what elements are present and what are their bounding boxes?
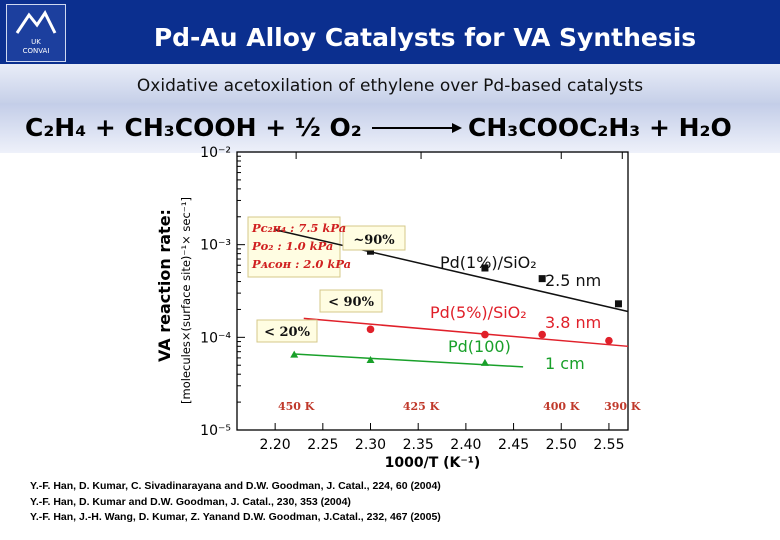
temperature-label: 400 K <box>543 400 580 413</box>
data-point <box>481 359 489 366</box>
y-axis-units: [molecules×(surface site)⁻¹× sec⁻¹] <box>179 197 193 404</box>
references <box>30 479 441 526</box>
y-tick-label: 10⁻² <box>200 145 231 161</box>
condition-label: Pᴄ₂ʜ₄ : 7.5 kPa <box>252 221 347 235</box>
y-axis-title: VA reaction rate: <box>155 209 174 362</box>
reaction-reactants: C₂H₄ + CH₃COOH + ½ O₂ <box>25 113 362 142</box>
x-tick-label: 2.25 <box>307 437 339 453</box>
selectivity-label: < 90% <box>328 295 374 310</box>
reference-3: Y.-F. Han, J.-H. Wang, D. Kumar, Z. Yanand D.W. Goodman, J.Catal., 232, 467 (2005) <box>30 511 441 523</box>
plot-frame <box>237 152 628 430</box>
slide-subtitle: Oxidative acetoxilation of ethylene over Pd-based catalysts <box>136 76 644 96</box>
y-tick-label: 10⁻⁴ <box>200 330 231 347</box>
particle-size-label: 2.5 nm <box>545 271 602 290</box>
particle-size-label: 1 cm <box>545 354 585 373</box>
y-tick-label: 10⁻⁵ <box>200 423 231 439</box>
x-tick-label: 2.30 <box>354 437 387 453</box>
reaction-products: CH₃COOC₂H₃ + H₂O <box>468 113 732 142</box>
temperature-label: 450 K <box>277 400 315 413</box>
series-name-label: Pd(1%)/SiO₂ <box>440 253 537 272</box>
x-tick-label: 2.40 <box>450 437 482 453</box>
x-tick-label: 2.50 <box>545 437 577 453</box>
slide-title: Pd-Au Alloy Catalysts for VA Synthesis <box>153 23 697 52</box>
logo-text: UK <box>31 38 41 46</box>
selectivity-label: < 20% <box>264 325 310 340</box>
data-point <box>367 326 375 334</box>
reference-2: Y.-F. Han, D. Kumar and D.W. Goodman, J. Catal., 230, 353 (2004) <box>30 495 351 508</box>
condition-label: Pᴏ₂ : 1.0 kPa <box>252 239 334 253</box>
x-tick-label: 2.20 <box>259 437 291 453</box>
data-point <box>605 337 613 345</box>
particle-size-label: 3.8 nm <box>545 313 602 332</box>
x-tick-label: 2.55 <box>593 437 625 453</box>
data-point <box>615 300 622 307</box>
data-point <box>367 356 375 363</box>
condition-label: Pᴀᴄᴏʜ : 2.0 kPa <box>252 257 352 271</box>
x-axis-title: 1000/T (K⁻¹) <box>384 455 481 471</box>
temperature-label: 425 K <box>402 400 440 413</box>
selectivity-label: ~90% <box>353 233 395 248</box>
reference-1: Y.-F. Han, D. Kumar, C. Sivadinarayana and D.W. Goodman, J. Catal., 224, 60 (2004) <box>30 480 441 492</box>
series-name-label: Pd(100) <box>448 337 511 356</box>
x-tick-label: 2.45 <box>497 437 530 453</box>
series-name-label: Pd(5%)/SiO₂ <box>430 303 527 322</box>
temperature-label: 390 K <box>604 400 641 413</box>
y-tick-label: 10⁻³ <box>200 237 231 254</box>
logo-subtext: CONVAI <box>22 47 50 55</box>
x-tick-label: 2.35 <box>402 437 434 453</box>
